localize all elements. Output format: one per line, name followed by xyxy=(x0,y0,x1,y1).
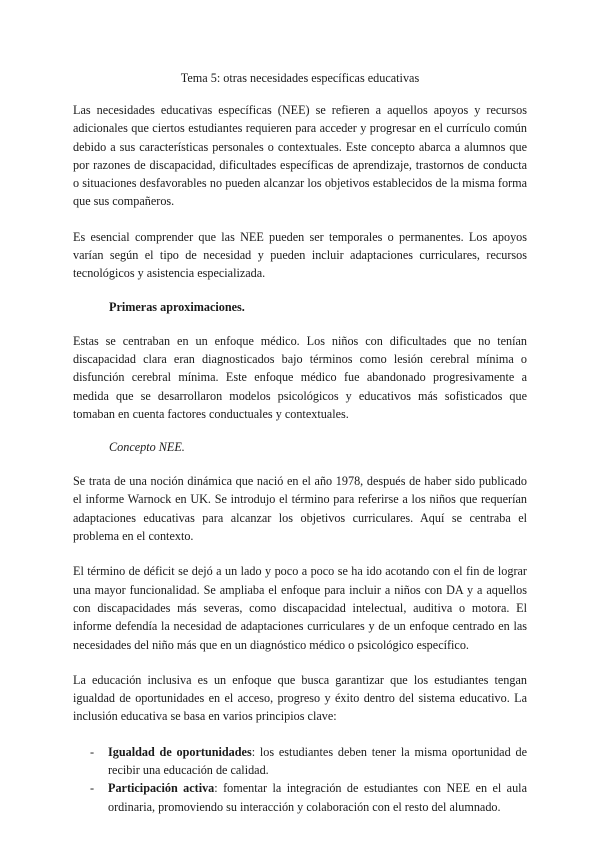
document-title: Tema 5: otras necesidades específicas educativas xyxy=(180,71,420,85)
list-item-text: : los estudiantes deben tener la misma oportunidad de recibir una educación de calidad. xyxy=(108,744,527,778)
section2-paragraph-2: El término de déficit se dejó a un lado y poco a poco se ha ido acotando con el fin de lograr una mayor funcionalidad. Se ampliaba el enfoque para incluir a niños con DA y a aquellos con discapacidades más severas, como discapacidad intelectual, auditiva o motora. El informe defendía la necesidad de adaptaciones curriculares y de un enfoque centrado en las necesidades del niño más que en un diagnóstico médico o psicológico específico. xyxy=(73,564,527,652)
list-dash: - xyxy=(90,744,95,759)
section-heading-primeras-aproximaciones: Primeras aproximaciones. xyxy=(109,299,245,314)
intro-paragraph-1: Las necesidades educativas específicas (NEE) se refieren a aquellos apoyos y recursos adicionales que ciertos estudiantes requieren para acceder y progresar en el currículo común debido a sus características personales o contextuales. Este concepto abarca a alumnos que por razones de discapacidad, dificultades específicas de aprendizaje, trastornos de conducta o situaciones desfavorables no pueden alcanzar los objetivos establecidos de la misma forma que sus compañeros. xyxy=(73,103,527,209)
list-item-term: Participación activa xyxy=(108,781,215,796)
intro-paragraph-2: Es esencial comprender que las NEE pueden ser temporales o permanentes. Los apoyos varían según el tipo de necesidad y pueden incluir adaptaciones curriculares, recursos tecnológicos y asistencia especializada. xyxy=(73,229,527,281)
section1-paragraph-1: Estas se centraban en un enfoque médico. Los niños con dificultades que no tenían discapacidad clara eran diagnosticados bajo términos como lesión cerebral mínima o disfunción cerebral mínima. Este enfoque médico fue abandonado progresivamente a medida que se desarrollaron modelos psicológicos y educativos más sofisticados que tomaban en cuenta factores conductuales y contextuales. xyxy=(73,333,527,421)
principles-list xyxy=(73,743,527,816)
section-heading-concepto-nee: Concepto NEE. xyxy=(109,440,185,455)
list-item-text: : fomentar la integración de estudiantes con NEE en el aula ordinaria, promoviendo su interacción y colaboración con el resto del alumnado. xyxy=(108,781,527,814)
list-item-term: Igualdad de oportunidades xyxy=(108,744,252,759)
section2-paragraph-3: La educación inclusiva es un enfoque que busca garantizar que los estudiantes tengan igualdad de oportunidades en el acceso, progreso y éxito dentro del sistema educativo. La inclusión educativa se basa en varios principios clave: xyxy=(73,672,527,724)
section2-paragraph-1: Se trata de una noción dinámica que nació en el año 1978, después de haber sido publicado el informe Warnock en UK. Se introdujo el término para referirse a los niños que requerían adaptaciones educativas para alcanzar los objetivos curriculares. Aquí se centraba el problema en el contexto. xyxy=(73,474,527,544)
list-dash: - xyxy=(90,781,95,796)
list-item xyxy=(90,743,527,780)
list-item xyxy=(90,779,527,816)
